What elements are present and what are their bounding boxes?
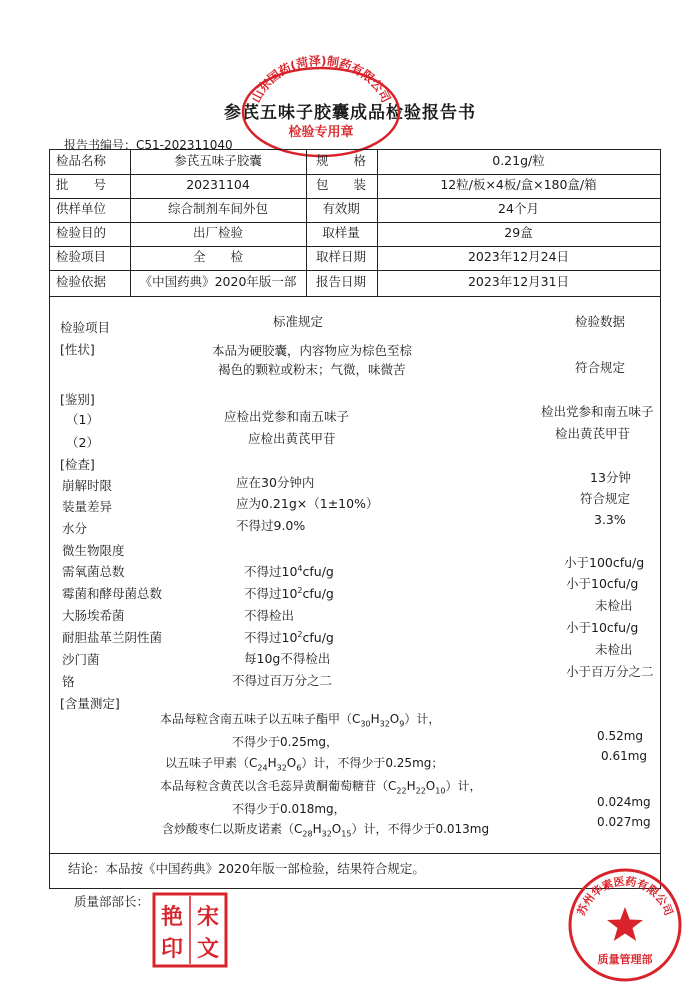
insp-result-moisture: 3.3% [594, 512, 626, 527]
identification-2-label: （2） [66, 435, 99, 450]
assay-4-line1: 含炒酸枣仁以斯皮诺素$(C_{28}H_{32}O_{15})$计，不得少于0.013mg [162, 822, 490, 839]
stamp-top-label: 检验专用章 [288, 125, 354, 140]
report-number: 报告书编号：C51-202311040 [64, 138, 233, 152]
label-sample-qty: 取样量 [322, 225, 360, 240]
micro-std-ecoli: 不得检出 [244, 608, 295, 624]
insp-std-disintegration: 应在30分钟内 [236, 475, 315, 490]
value-basis: 《中国药典》2020年版一部 [139, 274, 297, 289]
label-items: 检验项目 [56, 249, 107, 264]
section-assay: [含量测定] [60, 696, 120, 711]
properties-standard-line1: 本品为硬胶囊，内容物应为棕色至棕 [212, 343, 413, 358]
col-standard: 标准规定 [273, 314, 324, 329]
label-validity: 有效期 [322, 201, 360, 216]
svg-text:宋: 宋 [196, 904, 220, 930]
label-spec: 规 格 [315, 153, 366, 168]
insp-item-fill-variation: 装量差异 [62, 499, 113, 514]
assay-3-result: 0.024mg [597, 795, 651, 809]
value-validity: 24个月 [498, 201, 539, 216]
value-report-date: 2023年12月31日 [467, 274, 570, 289]
identification-2-result: 检出黄芪甲苷 [555, 426, 631, 441]
label-batch: 批 号 [56, 177, 107, 192]
assay-1-line2: 不得少于0.25mg， [232, 735, 339, 749]
value-sample-qty: 29盒 [504, 225, 533, 240]
value-items: 全 检 [192, 249, 243, 264]
micro-std-salmonella: 每10g不得检出 [244, 651, 331, 667]
label-sample-date: 取样日期 [315, 249, 366, 264]
star-icon [607, 907, 643, 941]
micro-result-aerobic: 小于100cfu/g [564, 555, 645, 570]
section-inspection: [检查] [60, 457, 95, 472]
insp-std-fill-variation: 应为0.21g×（1±10%） [236, 496, 379, 511]
assay-1-result: 0.52mg [597, 729, 644, 743]
micro-item-yeast: 霉菌和酵母菌总数 [62, 586, 163, 601]
value-supplier: 综合制剂车间外包 [167, 201, 268, 216]
identification-1-label: （1） [66, 412, 99, 427]
label-product-name: 检品名称 [56, 153, 107, 168]
assay-3-line2: 不得少于0.018mg， [232, 802, 346, 816]
identification-1-result: 检出党参和南五味子 [541, 404, 654, 419]
assay-2-result: 0.61mg [601, 749, 648, 763]
properties-standard-line2: 褐色的颗粒或粉末；气微，味微苦 [218, 362, 406, 377]
label-basis: 检验依据 [56, 274, 107, 289]
svg-text:文: 文 [196, 936, 220, 962]
micro-std-yeast: 不得过$10^2cfu/g$ [244, 586, 334, 602]
inspection-stamp [236, 50, 406, 160]
quality-dept-stamp [565, 865, 685, 985]
value-spec: 0.21g/粒 [492, 153, 545, 168]
report-title: 参芪五味子胶囊成品检验报告书 [224, 103, 476, 123]
micro-item-salmonella: 沙门菌 [62, 652, 100, 667]
micro-title: 微生物限度 [62, 543, 125, 558]
svg-text:印: 印 [160, 936, 184, 962]
value-product-name: 参芪五味子胶囊 [174, 153, 262, 168]
stamp-top-text: 山东国药(菏泽)制药有限公司 [248, 53, 394, 105]
micro-result-yeast: 小于10cfu/g [566, 576, 639, 591]
insp-result-fill-variation: 符合规定 [580, 491, 631, 506]
value-purpose: 出厂检验 [192, 225, 243, 240]
col-result: 检验数据 [575, 314, 626, 329]
std-chromium: 不得过百万分之二 [232, 673, 333, 689]
personal-seal [150, 890, 230, 970]
assay-1-line1: 本品每粒含南五味子以五味子酯甲$(C_{30}H_{32}O_9)$计， [160, 712, 441, 729]
assay-2-line1: 以五味子甲素$(C_{24}H_{32}O_6)$计，不得少于0.25mg； [165, 756, 444, 773]
section-identification: [鉴别] [60, 392, 95, 407]
value-batch: 20231104 [186, 177, 250, 192]
assay-4-result: 0.027mg [597, 815, 651, 829]
label-supplier: 供样单位 [56, 201, 107, 216]
insp-result-disintegration: 13分钟 [590, 470, 631, 485]
label-package: 包 装 [315, 177, 366, 192]
micro-result-ecoli: 未检出 [595, 598, 633, 613]
col-item: 检验项目 [60, 320, 111, 335]
label-report-date: 报告日期 [315, 274, 366, 289]
value-sample-date: 2023年12月24日 [467, 249, 570, 264]
insp-std-moisture: 不得过9.0% [236, 518, 306, 533]
micro-result-salmonella: 未检出 [595, 642, 633, 657]
properties-result: 符合规定 [575, 360, 626, 375]
value-package: 12粒/板×4板/盒×180盒/箱 [440, 177, 597, 192]
micro-result-bile-tolerant: 小于10cfu/g [566, 620, 639, 635]
conclusion: 结论：本品按《中国药典》2020年版一部检验，结果符合规定。 [68, 861, 425, 876]
insp-item-disintegration: 崩解时限 [62, 478, 113, 493]
label-purpose: 检验目的 [56, 225, 107, 240]
micro-item-ecoli: 大肠埃希菌 [62, 608, 125, 623]
micro-std-bile-tolerant: 不得过$10^2cfu/g$ [244, 630, 334, 646]
item-chromium: 铬 [62, 674, 75, 689]
stamp-right-label: 质量管理部 [597, 953, 653, 966]
section-properties: [性状] [60, 342, 95, 357]
micro-std-aerobic: 不得过$10^4cfu/g$ [244, 564, 334, 580]
result-chromium: 小于百万分之二 [566, 664, 654, 679]
assay-3-line1: 本品每粒含黄芪以含毛蕊异黄酮葡萄糖苷$(C_{22}H_{22}O_{10})$计， [160, 779, 482, 796]
identification-2-standard: 应检出黄芪甲苷 [248, 431, 336, 446]
qa-head-label: 质量部部长： [74, 894, 150, 909]
insp-item-moisture: 水分 [62, 521, 88, 536]
svg-text:山东国药(菏泽)制药有限公司 [249, 53, 393, 105]
svg-text:艳: 艳 [160, 904, 184, 930]
stamp-right-text: 苏州华素医药有限公司 [574, 874, 676, 918]
micro-item-aerobic: 需氧菌总数 [62, 564, 125, 579]
identification-1-standard: 应检出党参和南五味子 [224, 409, 350, 424]
micro-item-bile-tolerant: 耐胆盐革兰阴性菌 [62, 630, 163, 645]
